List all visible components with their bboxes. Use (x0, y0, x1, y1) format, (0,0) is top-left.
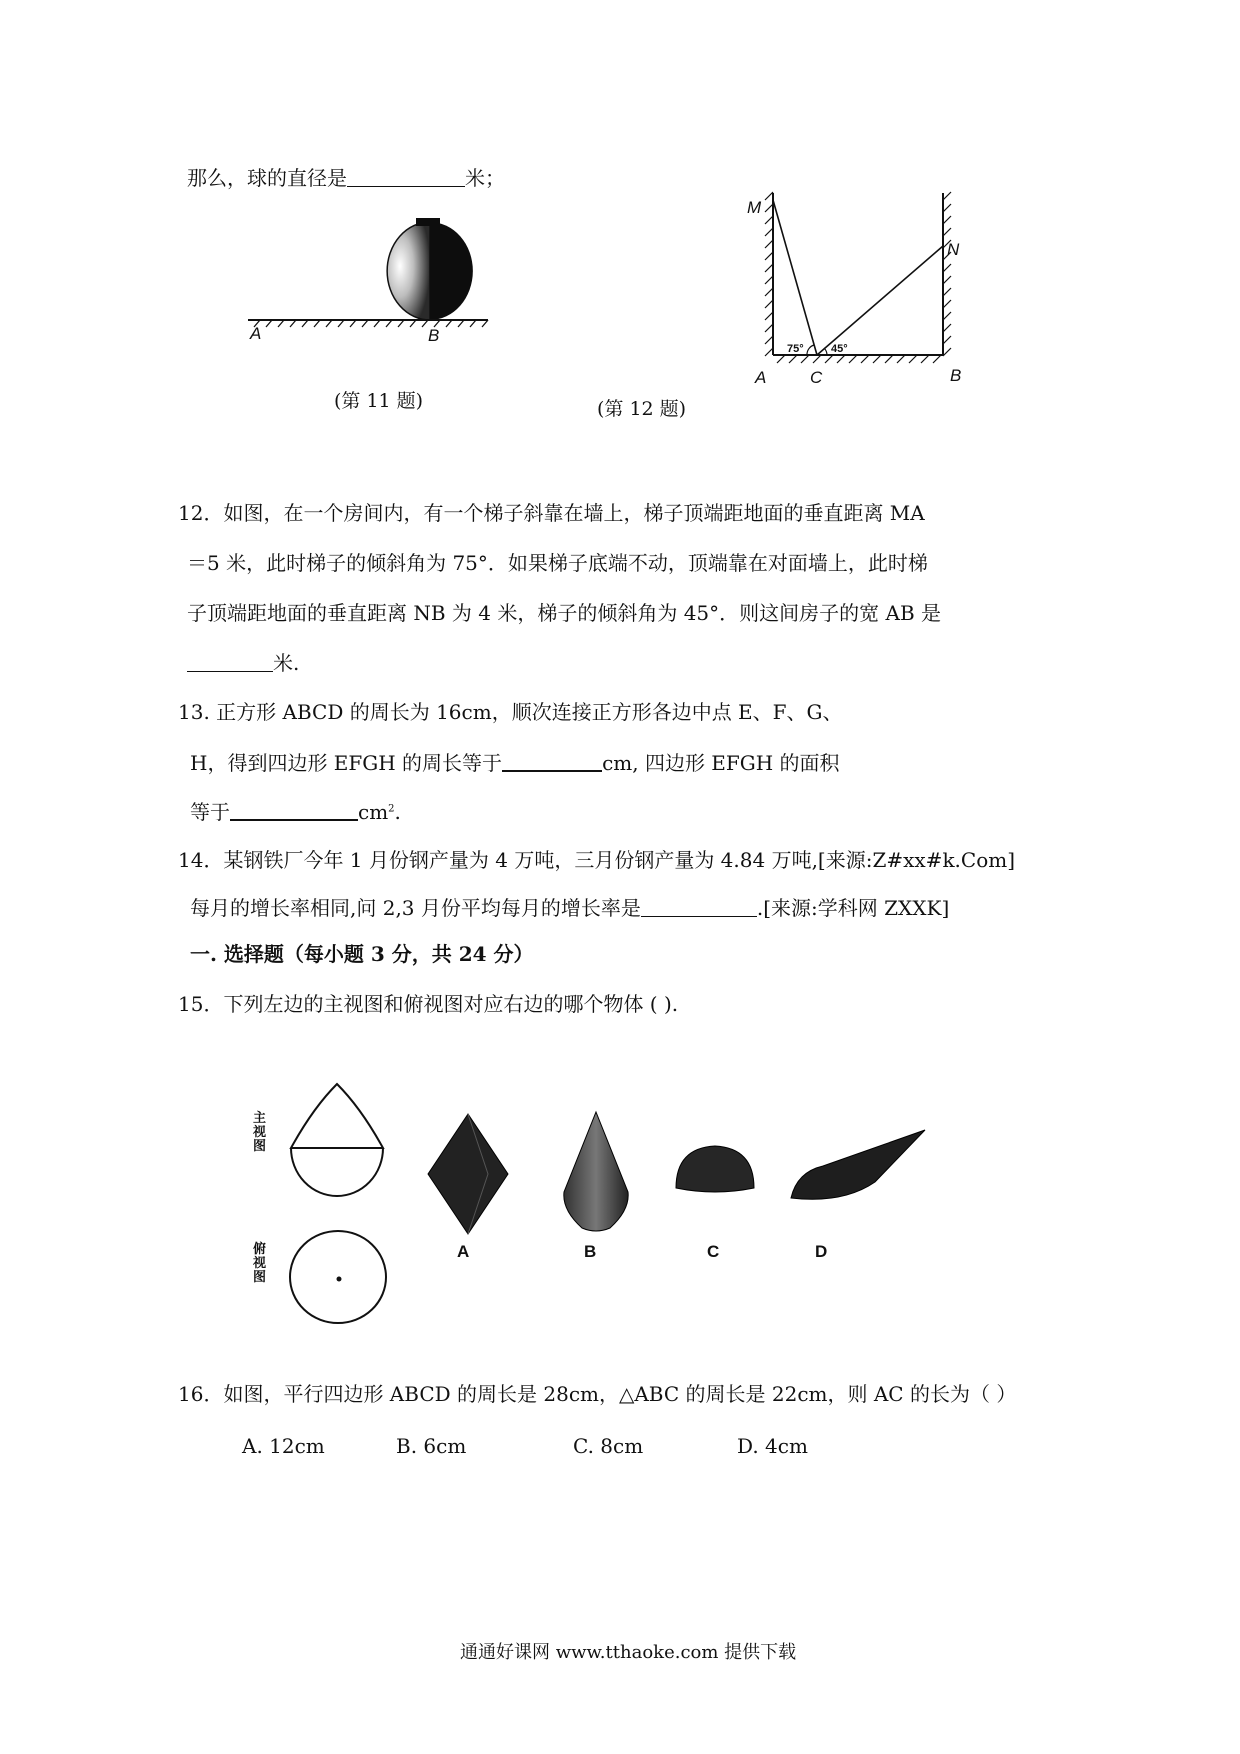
q13-line-2-post: cm, 四边形 EFGH 的面积 (602, 751, 840, 775)
q13-perimeter-blank[interactable] (502, 750, 602, 772)
q15-option-b-label[interactable]: B (584, 1242, 597, 1261)
q15-option-d-solid (783, 1120, 933, 1210)
q15-option-a-label[interactable]: A (457, 1242, 470, 1261)
q16-text: 16．如图，平行四边形 ABCD 的周长是 28cm，△ABC 的周长是 22cm，则 AC 的长为（ ） (178, 1382, 1017, 1406)
q13-area-unit-exponent: 2 (388, 803, 395, 815)
q12-unit: 米. (273, 651, 300, 675)
q13-line-2 (190, 750, 840, 773)
q14-line-2-pre: 每月的增长率相同,问 2,3 月份平均每月的增长率是 (190, 896, 641, 920)
q11-caption: (第 11 题) (334, 390, 424, 412)
q12-label-a: A (755, 368, 767, 387)
q15-front-view-drawing (283, 1078, 393, 1208)
q15-option-b-solid (544, 1106, 644, 1236)
q16-option-b[interactable]: B. 6cm (396, 1434, 467, 1458)
q12-label-c: C (810, 368, 823, 387)
q12-line-3: 子顶端距地面的垂直距离 NB 为 4 米，梯子的倾斜角为 45°．则这间房子的宽 AB 是 (187, 601, 942, 625)
q14-line-2-post: .[来源:学科网 ZXXK] (756, 896, 950, 920)
q14-line-1: 14．某钢铁厂今年 1 月份钢产量为 4 万吨，三月份钢产量为 4.84 万吨,[来源:Z#xx#k.Com] (178, 848, 1016, 872)
q15-top-view-drawing (280, 1222, 396, 1332)
q16-option-a[interactable]: A. 12cm (242, 1434, 325, 1458)
q11-tail-line (187, 166, 505, 188)
q12-line-4 (187, 651, 299, 673)
q13-area-unit: cm (358, 800, 389, 824)
q15-text: 15．下列左边的主视图和俯视图对应右边的哪个物体 ( ). (178, 992, 679, 1016)
q12-line-1: 12．如图，在一个房间内，有一个梯子斜靠在墙上，梯子顶端距地面的垂直距离 MA (178, 501, 925, 525)
q13-line-3-pre: 等于 (190, 800, 230, 824)
q11-label-a: A (250, 324, 262, 343)
q11-unit: 米； (465, 166, 505, 190)
q12-angle-75: 75° (787, 343, 804, 355)
q13-line-2-pre: H，得到四边形 EFGH 的周长等于 (190, 751, 503, 775)
q11-ball-figure (240, 210, 500, 340)
q13-line-3-end: . (394, 800, 401, 824)
q16-option-d[interactable]: D. 4cm (737, 1434, 808, 1458)
q11-label-b: B (428, 326, 440, 345)
q15-top-view-label: 俯视图 (253, 1242, 267, 1285)
q12-caption: (第 12 题) (597, 398, 687, 420)
q14-answer-blank[interactable] (641, 896, 757, 917)
q15-option-c-label[interactable]: C (707, 1242, 720, 1261)
q12-label-n: N (947, 240, 960, 259)
q13-line-3 (190, 799, 401, 822)
q13-area-blank[interactable] (230, 799, 358, 821)
q14-line-2 (190, 896, 949, 918)
q15-front-view-label: 主视图 (253, 1111, 267, 1154)
q12-answer-blank[interactable] (187, 651, 273, 672)
q16-option-c[interactable]: C. 8cm (573, 1434, 644, 1458)
q13-line-1: 13. 正方形 ABCD 的周长为 16cm，顺次连接正方形各边中点 E、F、G、 (178, 700, 843, 724)
q12-line-2: ＝5 米，此时梯子的倾斜角为 75°．如果梯子底端不动，顶端靠在对面墙上，此时梯 (187, 551, 928, 575)
q12-label-b: B (950, 366, 962, 385)
q12-label-m: M (747, 198, 762, 217)
q15-option-a-solid (418, 1108, 518, 1238)
q11-answer-blank[interactable] (347, 166, 465, 187)
q15-option-d-label[interactable]: D (815, 1242, 828, 1261)
q11-tail-text: 那么，球的直径是 (187, 166, 347, 190)
q12-angle-45: 45° (831, 343, 848, 355)
q15-option-c-solid (670, 1140, 760, 1200)
section-title: 一. 选择题（每小题 3 分，共 24 分） (190, 942, 534, 966)
footer-source: 通通好课网 www.tthaoke.com 提供下载 (460, 1642, 797, 1663)
